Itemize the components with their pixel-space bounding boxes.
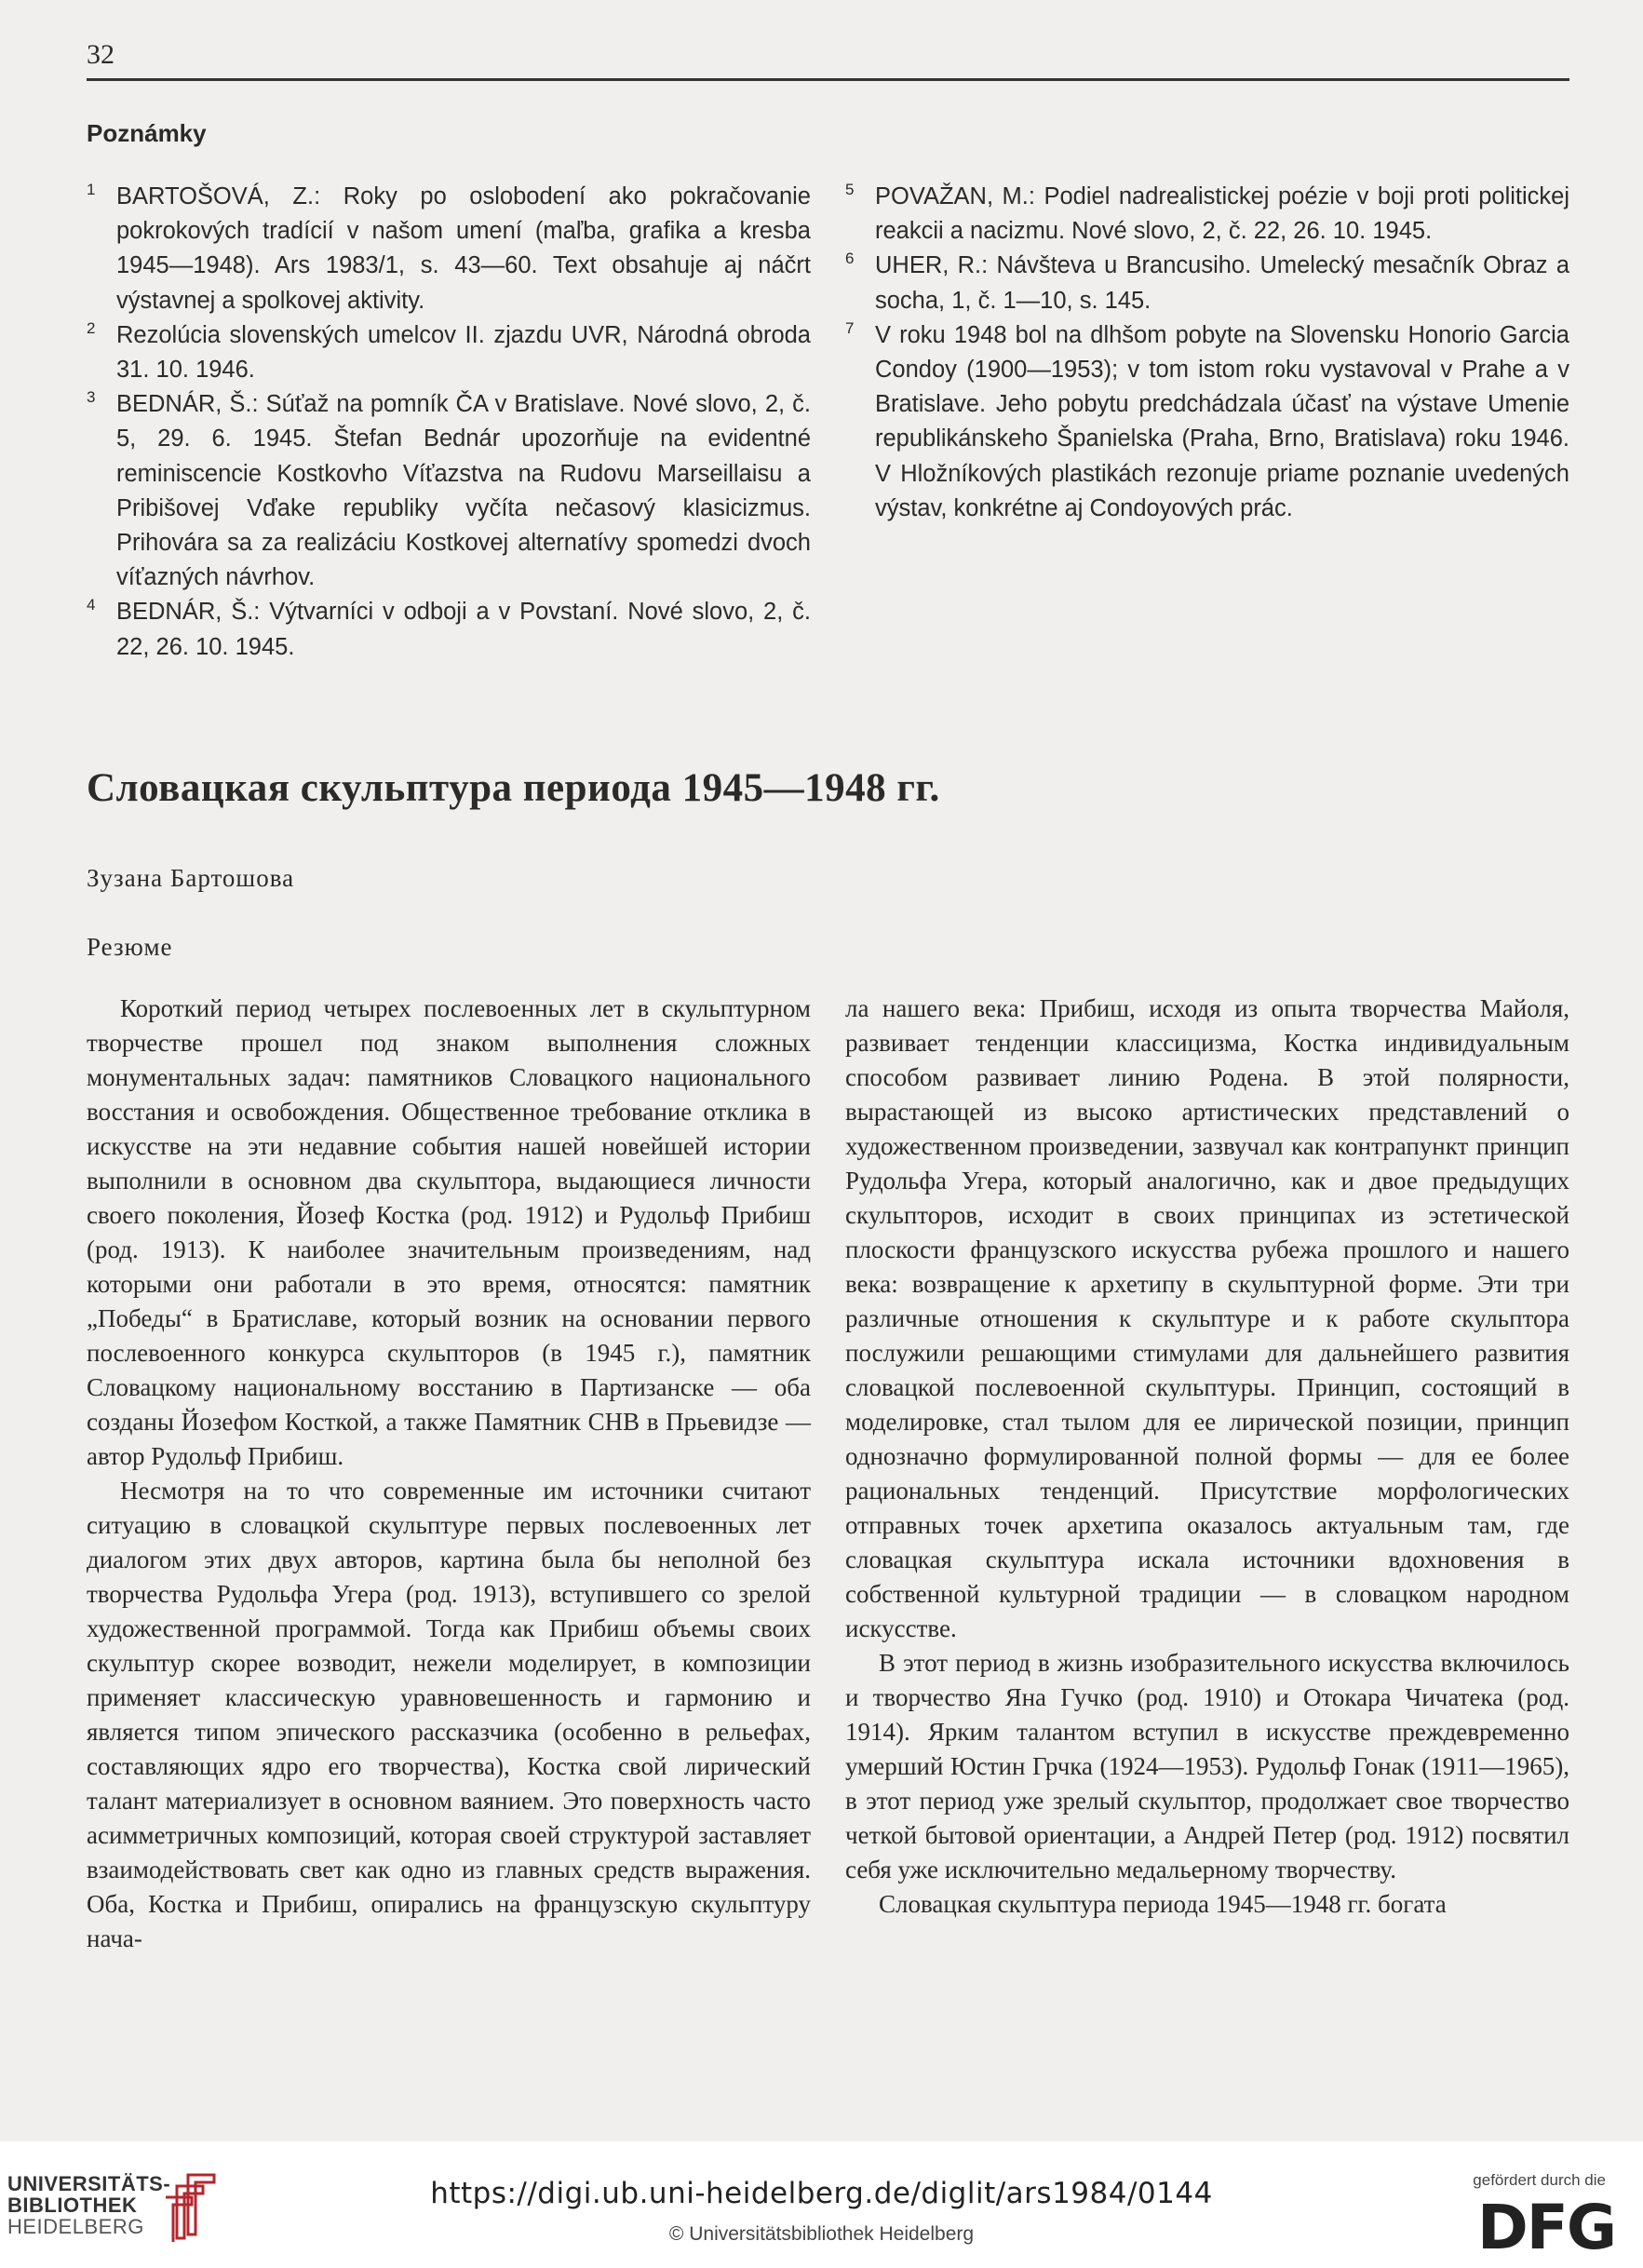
logo-text-line: BIBLIOTHEK xyxy=(7,2194,138,2217)
footnote-number: 3 xyxy=(87,388,96,407)
footnote-number: 7 xyxy=(845,318,855,337)
footnote-text: BEDNÁR, Š.: Výtvarníci v odboji a v Povstaní. Nové slovo, 2, č. 22, 26. 10. 1945. xyxy=(116,599,811,660)
copyright-notice: © Universitätsbibliothek Heidelberg xyxy=(668,2223,975,2245)
header-rule xyxy=(87,78,1569,81)
section-label: Резюме xyxy=(87,933,173,961)
footnote-text: BEDNÁR, Š.: Súťaž na pomník ČA v Bratislave. Nové slovo, 2, č. 5, 29. 6. 1945. Štefan Bednár upozorňuje na evidentné reminiscencie Kostkovho Víťazstva na Rudovu Marseillaisu a Pribišovej Vďake republiky vyčíta nečasový klasicizmus. Prihovára sa za realizáciu Kostkovej alternatívy spomedzi dvoch víťazných návrhov. xyxy=(116,391,811,591)
funding-label: gefördert durch die xyxy=(1473,2171,1606,2189)
footnote-text: POVAŽAN, M.: Podiel nadrealistickej poézie v boji proti politickej reakcii a nacizmu. Nové slovo, 2, č. 22, 26. 10. 1945. xyxy=(875,183,1569,245)
viewer-footer xyxy=(0,2141,1643,2268)
article-left-column xyxy=(87,992,811,1956)
paragraph: В этот период в жизнь изобразительного искусства включилось и творчество Яна Гучко (род. 1910) и Отокара Чичатека (род. 1914). Ярким талантом вступил в искусстве преждевременно умерший Юстин Грчка (1924—1953). Рудольф Гонак (1911—1965), в этот период уже зрелый скульптор, продолжает свое творчество четкой бытовой ориентации, а Андрей Петер (род. 1912) посвятил себя уже исключительно медальерному творчеству. xyxy=(845,1649,1569,1883)
article-title: Словацкая скульптура периода 1945—1948 гг. xyxy=(87,766,940,810)
footnote-number: 6 xyxy=(845,250,855,268)
footnote-number: 1 xyxy=(87,181,96,198)
paragraph: ла нашего века: Прибиш, исходя из опыта творчества Майоля, развивает тенденции классицизма, Костка индивидуальным способом развивает линию Родена. В этой полярности, вырастающей из высоко артистических представлений о художественном произведении, зазвучал как контрапункт принцип Рудольфа Угера, который аналогично, как и двое предыдущих скульпторов, исходит в своих принципах из эстетической плоскости французского искусства рубежа прошлого и нашего века: возвращение к архетипу в скульптурной форме. Эти три различные отношения к скульптуре и к работе скульптора послужили решающими стимулами для дальнейшего развития словацкой послевоенной скульптуры. Принцип, состоящий в моделировке, стал тылом для ее лирической позиции, принцип однозначно формулированной полной формы — для ее более рациональных тенденций. Присутствие морфологических отправных точек архетипа оказалось актуальным там, где словацкая скульптура искала источники вдохновения в собственной культурной традиции — в словацком народном искусстве. xyxy=(845,994,1569,1642)
article-right-column xyxy=(845,992,1569,1922)
notes-right-column xyxy=(845,180,1569,526)
permalink-url[interactable]: https://digi.ub.uni-heidelberg.de/diglit/ars1984/0144 xyxy=(430,2177,1213,2210)
footnote xyxy=(87,180,811,318)
footnote xyxy=(87,595,811,664)
notes-left-column xyxy=(87,180,811,665)
footnote xyxy=(87,387,811,595)
paragraph: Короткий период четырех послевоенных лет в скульптурном творчестве прошел под знаком выполнения сложных монументальных задач: памятников Словацкого национального восстания и освобождения. Общественное требование отклика в искусстве на эти недавние события нашей новейшей истории выполнили в основном два скульптора, выдающиеся личности своего поколения, Йозеф Костка (род. 1912) и Рудольф Прибиш (род. 1913). К наиболее значительным произведениям, над которыми они работали в это время, относятся: памятник „Победы“ в Братиславе, который возник на основании первого послевоенного конкурса скульпторов (в 1945 г.), памятник Словацкому национальному восстанию в Партизанске — оба созданы Йозефом Косткой, а также Памятник СНВ в Прьевидзе — автор Рудольф Прибиш. xyxy=(87,994,811,1470)
footnote xyxy=(845,318,1569,526)
footnote xyxy=(845,180,1569,249)
notes-heading: Poznámky xyxy=(87,119,207,147)
article-author: Зузана Бартошова xyxy=(87,864,295,892)
footnote xyxy=(87,318,811,387)
footnote xyxy=(845,249,1569,317)
page-number: 32 xyxy=(87,39,114,70)
footnote-number: 4 xyxy=(87,596,96,614)
logo-text-line: UNIVERSITÄTS- xyxy=(7,2172,171,2195)
footnote-text: UHER, R.: Návšteva u Brancusiho. Umelecký mesačník Obraz a socha, 1, č. 1—10, s. 145. xyxy=(875,252,1569,314)
logo-text-line: HEIDELBERG xyxy=(7,2215,144,2238)
footnote-number: 2 xyxy=(87,318,96,337)
footnote-text: V roku 1948 bol na dlhšom pobyte na Slovensku Honorio Garcia Condoy (1900—1953); v tom istom roku vystavoval v Prahe a v Bratislave. Jeho pobytu predchádzala účasť na výstave Umenie republikánskeho Španielska (Praha, Brno, Bratislava) roku 1946. V Hložníkových plastikách rezonuje priame poznanie uvedených výstav, konkrétne aj Condoyových prác. xyxy=(875,321,1569,521)
paragraph: Несмотря на то что современные им источники считают ситуацию в словацкой скульптуре первых послевоенных лет диалогом этих двух авторов, картина была бы неполной без творчества Рудольфа Угера (род. 1913), вступившего со зрелой художественной программой. Тогда как Прибиш объемы своих скульптур скорее возводит, нежели моделирует, в композиции применяет классическую уравновешенность и гармонию и является типом эпического рассказчика (особенно в рельефах, составляющих ядро его творчества), Костка свой лирический талант материализует в основном ваянием. Это поверхность часто асимметричных композиций, которая своей структурой заставляет взаимодействовать свет как одно из главных средств выражения. Оба, Костка и Прибиш, опирались на французскую скульптуру нача- xyxy=(87,1477,811,1952)
dfg-logo[interactable]: DFG xyxy=(1476,2192,1615,2263)
footnote-number: 5 xyxy=(845,181,855,198)
footnote-text: BARTOŠOVÁ, Z.: Roky po oslobodení ako pokračovanie pokrokových tradícií v našom umení (maľba, grafika a kresba 1945—1948). Ars 1983/1, s. 43—60. Text obsahuje aj náčrt výstavnej a spolkovej aktivity. xyxy=(116,183,811,314)
footnote-text: Rezolúcia slovenských umelcov II. zjazdu UVR, Národná obroda 31. 10. 1946. xyxy=(116,321,811,384)
paragraph: Словацкая скульптура периода 1945—1948 гг. богата xyxy=(879,1890,1447,1918)
